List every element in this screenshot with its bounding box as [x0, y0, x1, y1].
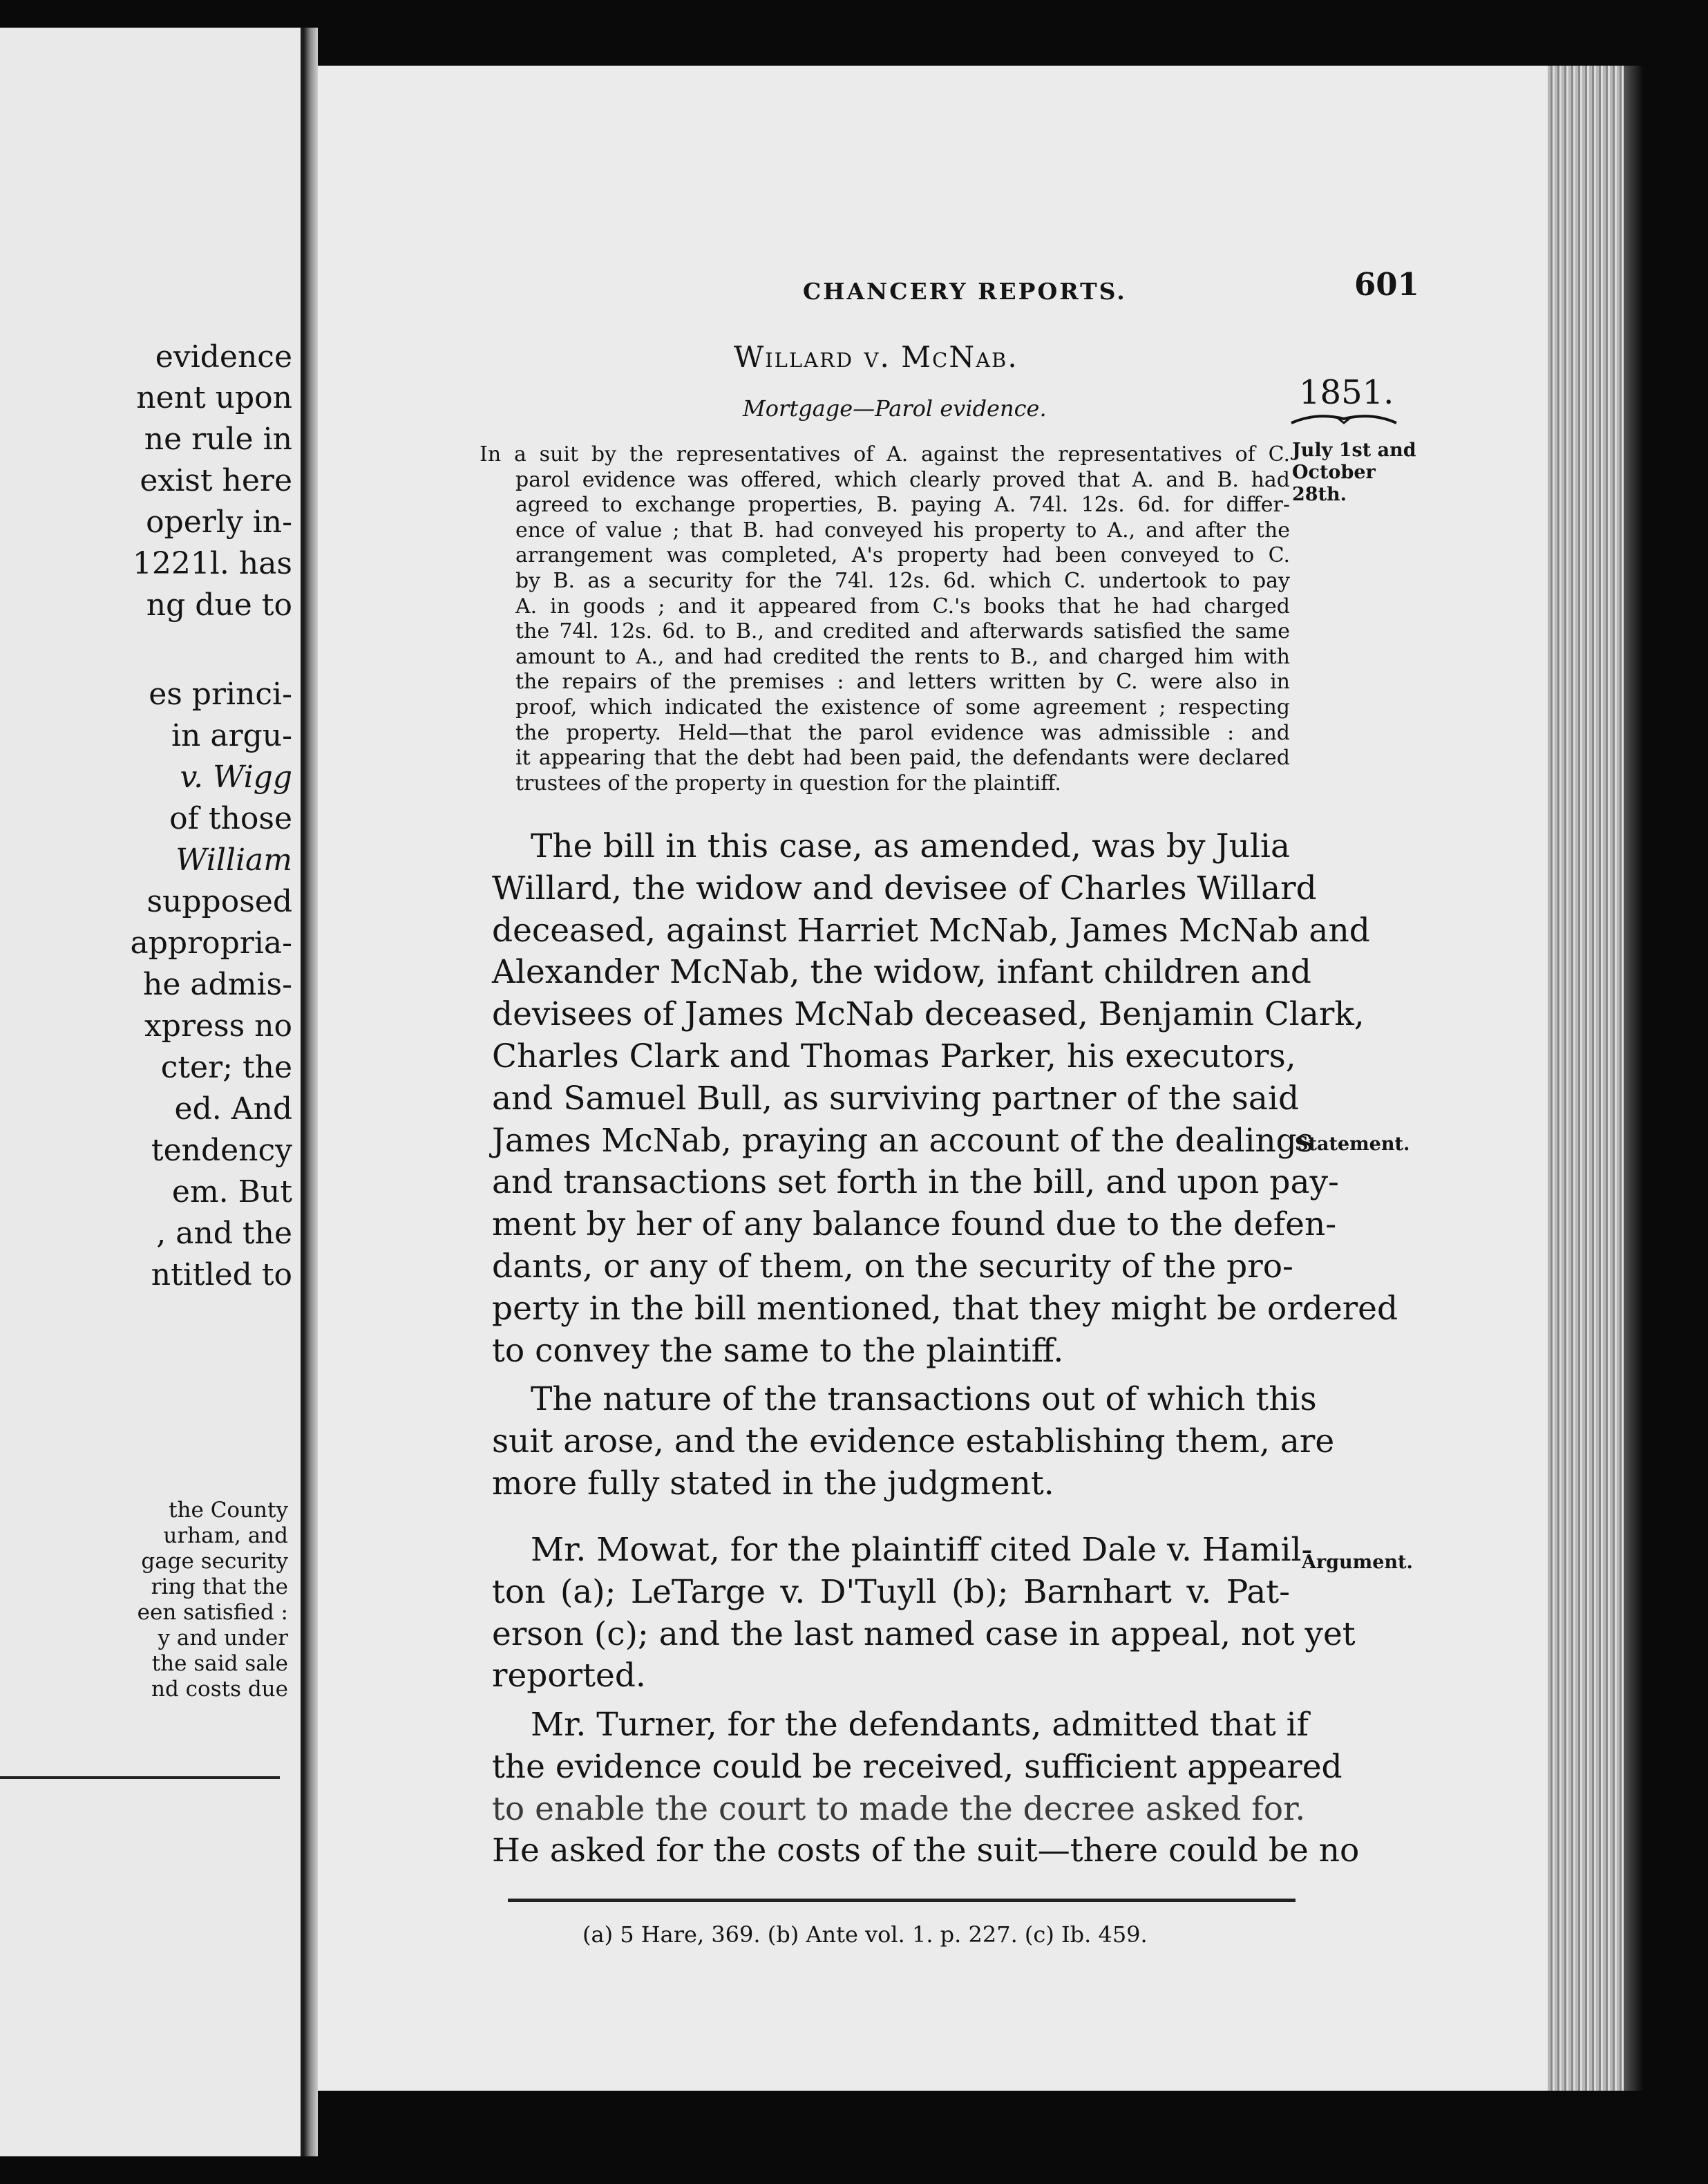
left-page-footnote-rule	[0, 1776, 280, 1779]
headnote-line: arrangement was completed, A's property had been conveyed to C.	[515, 543, 1290, 568]
headnote-line: agreed to exchange properties, B. paying A. 74l. 12s. 6d. for differ-	[515, 493, 1290, 518]
paragraph-line: and transactions set forth in the bill, and upon pay-	[492, 1163, 1339, 1202]
paragraph-line: reported.	[492, 1657, 646, 1695]
left-page-line: 1221l. has	[132, 546, 292, 581]
paragraph-line: dants, or any of them, on the security of the pro-	[492, 1247, 1293, 1286]
margin-label-statement: Statement.	[1295, 1133, 1410, 1155]
left-page-line: v. Wigg	[180, 760, 292, 795]
decorative-brace-icon	[1289, 409, 1399, 430]
left-page-line: exist here	[140, 463, 292, 498]
left-page-note-line: the said sale	[151, 1651, 288, 1676]
paragraph-line: The bill in this case, as amended, was by Julia	[531, 827, 1290, 865]
paragraph-line: Mr. Mowat, for the plaintiff cited Dale v. Hamil-	[531, 1531, 1313, 1569]
paragraph-line: to enable the court to made the decree asked for.	[492, 1789, 1306, 1828]
left-page-line: evidence	[155, 339, 292, 375]
headnote-line: the property. Held—that the parol evidence was admissible : and	[515, 720, 1290, 745]
hearing-dates: July 1st and October 28th.	[1292, 440, 1416, 505]
left-page-line: xpress no	[144, 1008, 292, 1044]
running-head: CHANCERY REPORTS.	[803, 278, 1127, 305]
left-page-line: ng due to	[146, 587, 292, 623]
footnote-rule	[508, 1899, 1296, 1902]
left-page-note-line: nd costs due	[151, 1677, 288, 1702]
paragraph-argument	[492, 1529, 1356, 1697]
headnote-line: In a suit by the representatives of A. against the representatives of C.	[480, 442, 1290, 467]
paragraph-line: Alexander McNab, the widow, infant children and	[492, 953, 1311, 992]
paragraph-line: erson (c); and the last named case in appeal, not yet	[492, 1615, 1356, 1653]
headnote	[480, 442, 1290, 796]
headnote-line: by B. as a security for the 74l. 12s. 6d. which C. undertook to pay	[515, 568, 1290, 593]
left-page-line: ne rule in	[144, 422, 292, 457]
paragraph-line: and Samuel Bull, as surviving partner of the said	[492, 1079, 1300, 1118]
case-subtitle: Mortgage—Parol evidence.	[743, 395, 1047, 422]
left-page-line: nent upon	[136, 380, 292, 415]
headnote-line: the 74l. 12s. 6d. to B., and credited and afterwards satisfied the same	[515, 619, 1290, 644]
case-year: 1851.	[1299, 373, 1394, 412]
headnote-line: it appearing that the debt had been paid, the defendants were declared	[515, 746, 1290, 771]
book-gutter	[304, 28, 318, 2156]
paragraph-line: He asked for the costs of the suit—there could be no	[492, 1832, 1360, 1870]
left-page-line: supposed	[146, 884, 292, 919]
paragraph-line: deceased, against Harriet McNab, James McNab and	[492, 911, 1370, 950]
headnote-line: parol evidence was offered, which clearly proved that A. and B. had	[515, 467, 1290, 492]
left-page-note-line: urham, and	[163, 1523, 288, 1548]
left-page-line: ed. And	[174, 1091, 292, 1127]
paragraph-line: Willard, the widow and devisee of Charles Willard	[492, 869, 1317, 907]
left-page-line: cter; the	[160, 1050, 292, 1085]
left-page-note-line: een satisfied :	[137, 1600, 288, 1625]
headnote-line: amount to A., and had credited the rents to B., and charged him with	[515, 644, 1290, 669]
paragraph-line: perty in the bill mentioned, that they might be ordered	[492, 1289, 1398, 1328]
paragraph-line: The nature of the transactions out of which this	[531, 1380, 1317, 1418]
left-page-line: in argu-	[171, 718, 292, 753]
paragraph-nature	[492, 1379, 1335, 1505]
left-page-note-line: ring that the	[151, 1574, 288, 1599]
paragraph-line: Mr. Turner, for the defendants, admitted that if	[531, 1706, 1309, 1744]
paragraph-line: devisees of James McNab deceased, Benjamin Clark,	[492, 995, 1365, 1034]
headnote-line: A. in goods ; and it appeared from C.'s books that he had charged	[515, 594, 1290, 619]
left-page-note-line: gage security	[141, 1549, 288, 1574]
left-facing-page	[0, 28, 307, 2156]
left-page-line: operly in-	[146, 505, 292, 540]
left-page-line: appropria-	[130, 925, 292, 961]
paragraph-line: James McNab, praying an account of the dealings	[492, 1121, 1313, 1160]
left-page-line: tendency	[151, 1133, 292, 1168]
headnote-line: ence of value ; that B. had conveyed his property to A., and after the	[515, 518, 1290, 543]
page-edges	[1548, 66, 1624, 2091]
left-page-line: es princi-	[149, 677, 292, 712]
headnote-line: proof, which indicated the existence of some agreement ; respecting	[515, 695, 1290, 719]
paragraph-line: ment by her of any balance found due to the defen-	[492, 1205, 1337, 1244]
paragraph-line: ton (a); LeTarge v. D'Tuyll (b); Barnhart v. Pat-	[492, 1572, 1290, 1611]
case-title: Willard v. McNab.	[734, 340, 1018, 374]
margin-label-argument: Argument.	[1302, 1552, 1413, 1573]
left-page-line: of those	[169, 801, 292, 836]
page-edge-shadow	[1624, 66, 1643, 2091]
paragraph-line: to convey the same to the plaintiff.	[492, 1331, 1064, 1370]
left-page-line: William	[175, 842, 292, 878]
paragraph-line: more fully stated in the judgment.	[492, 1464, 1054, 1503]
left-page-note-line: y and under	[158, 1626, 288, 1650]
left-page-note-line: the County	[169, 1498, 288, 1523]
page-number: 601	[1354, 266, 1419, 303]
left-page-line: ntitled to	[151, 1257, 292, 1292]
left-page-line: em. But	[171, 1174, 292, 1209]
paragraph-line: the evidence could be received, sufficient appeared	[492, 1747, 1342, 1786]
paragraph-line: suit arose, and the evidence establishing them, are	[492, 1422, 1335, 1460]
left-page-line: he admis-	[142, 967, 292, 1002]
paragraph-turner	[492, 1704, 1360, 1872]
footnotes: (a) 5 Hare, 369. (b) Ante vol. 1. p. 227. (c) Ib. 459.	[582, 1921, 1148, 1948]
headnote-line: the repairs of the premises : and letters written by C. were also in	[515, 670, 1290, 695]
headnote-line: trustees of the property in question for the plaintiff.	[515, 771, 1061, 796]
paragraph-line: Charles Clark and Thomas Parker, his executors,	[492, 1037, 1296, 1075]
left-page-line: , and the	[156, 1216, 292, 1251]
